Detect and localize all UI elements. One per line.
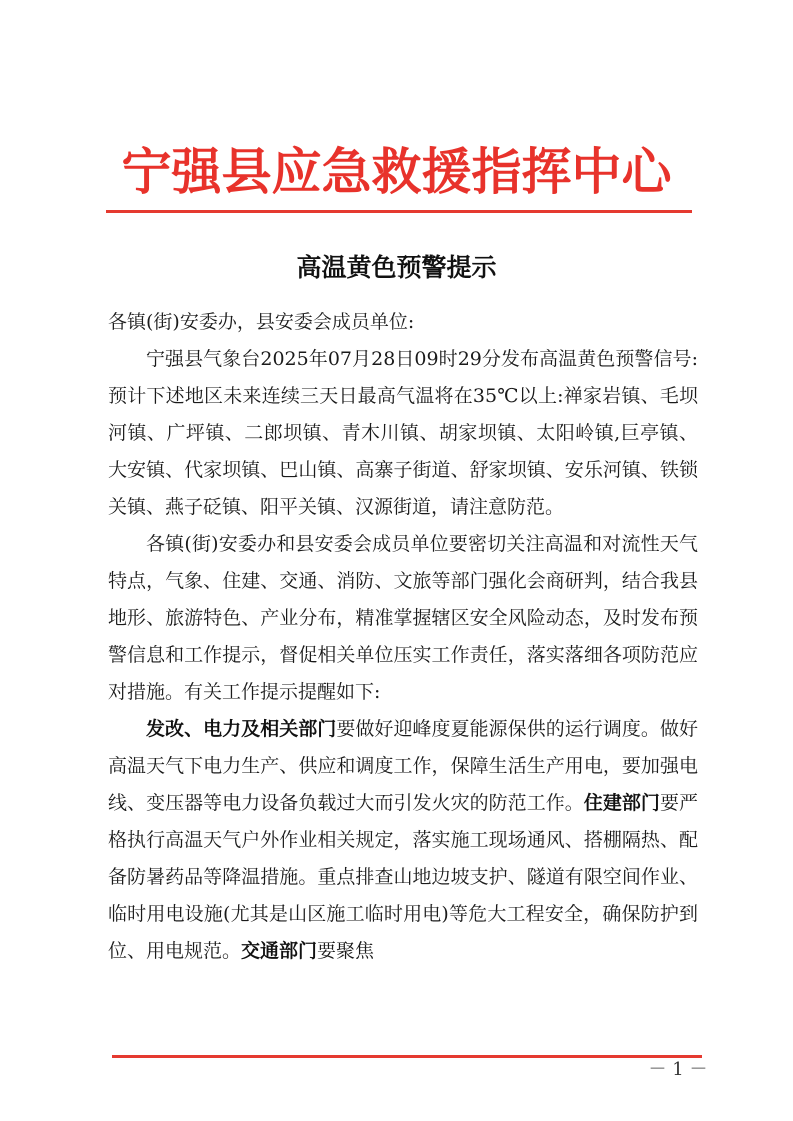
department-task-text: 要聚焦 [317, 940, 375, 962]
paragraph-requirements: 各镇(街)安委办和县安委会成员单位要密切关注高温和对流性天气特点，气象、住建、交通、消防、文旅等部门强化会商研判，结合我县地形、旅游特色、产业分布，精准掌握辖区安全风险动态，及时发布预警信息和工作提示，督促相关单位压实工作责任，落实落细各项防范应对措施。有关工作提示提醒如下: [108, 533, 698, 703]
paragraph-department-tasks [108, 711, 698, 970]
document-title: 高温黄色预警提示 [296, 253, 497, 282]
department-name-zhujian: 住建部门 [583, 792, 660, 814]
masthead-title: 宁强县应急救援指挥中心 [121, 142, 672, 201]
department-name-fagai: 发改、电力及相关部门 [146, 718, 337, 740]
department-task-text: 要严格执行高温天气户外作业相关规定，落实施工现场通风、搭棚隔热、配备防暑药品等降温措施。重点排查山地边坡支护、隧道有限空间作业、临时用电设施(尤其是山区施工临时用电)等危大工程安全，确保防护到位、用电规范。 [108, 792, 698, 962]
document-body [108, 304, 698, 970]
footer-divider-line [112, 1055, 702, 1058]
page-number: － 1 － [648, 1059, 708, 1080]
paragraph-warning-notice: 宁强县气象台2025年07月28日09时29分发布高温黄色预警信号:预计下述地区未来连续三天日最高气温将在35℃以上:禅家岩镇、毛坝河镇、广坪镇、二郎坝镇、青木川镇、胡家坝镇、太阳岭镇,巨亭镇、大安镇、代家坝镇、巴山镇、高寨子街道、舒家坝镇、安乐河镇、铁锁关镇、燕子砭镇、阳平关镇、汉源街道，请注意防范。 [108, 348, 698, 518]
department-task-text: 要做好迎峰度夏能源保供的运行调度。做好高温天气下电力生产、供应和调度工作，保障生活生产用电，要加强电线、变压器等电力设备负载过大而引发火灾的防范工作。 [108, 718, 698, 814]
salutation: 各镇(街)安委办，县安委会成员单位: [108, 311, 415, 333]
department-name-jiaotong: 交通部门 [241, 940, 318, 962]
masthead-divider-line [106, 210, 692, 213]
